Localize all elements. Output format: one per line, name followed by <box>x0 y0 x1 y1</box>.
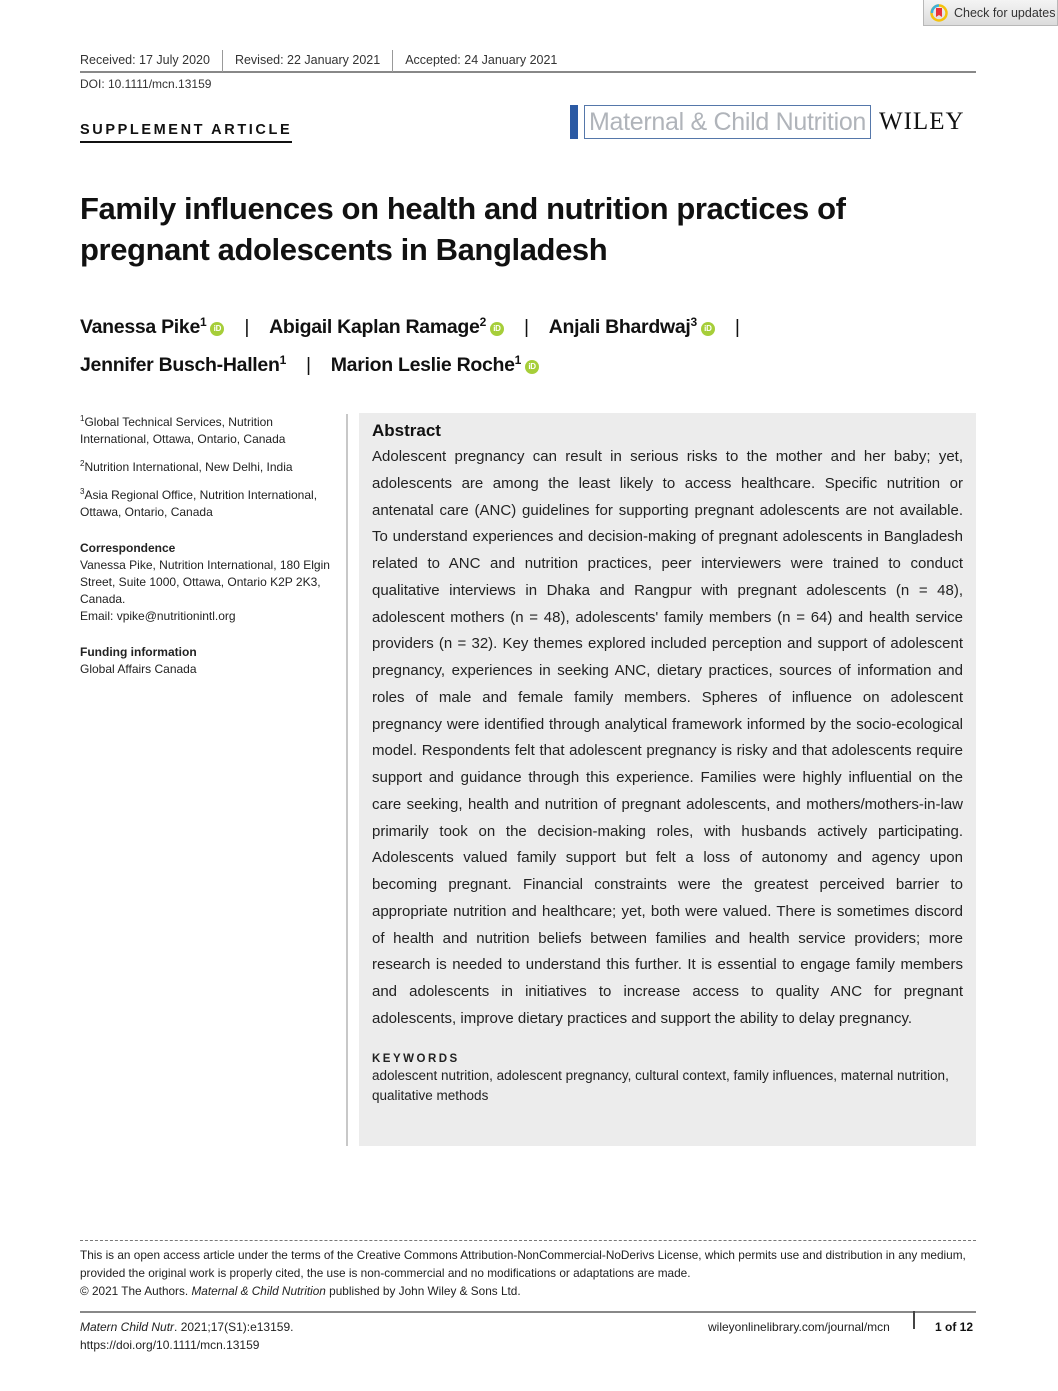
accepted-date: Accepted: 24 January 2021 <box>405 53 558 67</box>
check-for-updates-label: Check for updates <box>954 5 1056 20</box>
doi-link[interactable]: https://doi.org/10.1111/mcn.13159 <box>80 1338 260 1352</box>
abstract-box <box>359 413 976 1146</box>
correspondence-address: Vanessa Pike, Nutrition International, 180 Elgin Street, Suite 1000, Ottawa, Ontario K2P 2K3, Canada. <box>80 558 330 606</box>
keywords-heading: KEYWORDS <box>372 1052 460 1065</box>
funding-text: Global Affairs Canada <box>80 662 197 676</box>
article-type: SUPPLEMENT ARTICLE <box>80 122 292 143</box>
check-for-updates-button[interactable] <box>923 0 1058 26</box>
abstract-heading: Abstract <box>372 421 441 440</box>
license-text: This is an open access article under the terms of the Creative Commons Attribution-NonCommercial-NoDerivs License, which permits use and distribution in any medium, provided the original work is properly cited, the use is non-commercial and no modifications or adaptations are made. <box>80 1248 966 1280</box>
publisher-logo[interactable]: WILEY <box>879 108 965 135</box>
author-separator: | <box>305 354 311 376</box>
correspondence-email: Email: vpike@nutritionintl.org <box>80 609 236 623</box>
citation: Matern Child Nutr. 2021;17(S1):e13159. https://doi.org/10.1111/mcn.13159 <box>80 1320 294 1352</box>
correspondence-heading: Correspondence <box>80 541 176 555</box>
journal-name: Maternal & Child Nutrition <box>584 105 871 139</box>
article-sidebar <box>80 410 342 678</box>
article-title: Family influences on health and nutrition practices of pregnant adolescents in Bangladesh <box>80 191 846 267</box>
doi[interactable]: DOI: 10.1111/mcn.13159 <box>80 77 212 91</box>
author-separator: | <box>734 316 740 338</box>
license-notice <box>80 1246 976 1300</box>
author-separator: | <box>523 316 529 338</box>
email-link[interactable]: vpike@nutritionintl.org <box>116 609 236 623</box>
author[interactable]: Anjali Bhardwaj$^3$ iD <box>549 316 715 338</box>
author-list <box>80 306 980 382</box>
license-divider <box>80 1240 976 1241</box>
author[interactable]: Marion Leslie Roche$^1$ iD <box>331 354 539 376</box>
page-separator <box>913 1311 915 1329</box>
affiliation: $^1$Global Technical Services, Nutrition International, Ottawa, Ontario, Canada <box>80 414 286 446</box>
orcid-icon[interactable]: iD <box>210 322 224 336</box>
abstract-body: Adolescent pregnancy can result in serious risks to the mother and her baby; yet, adolescents are among the least likely to access healthcare. Specific nutrition or antenatal care (ANC) guidelines for supporting pregnant adolescents are not available. To understand experiences and decision-making of pregnant adolescents in Bangladesh related to ANC and nutrition practices, peer interviewers were trained to conduct qualitative interviews in Dhaka and Rangpur with pregnant adolescents (n = 48), adolescent mothers (n = 48), adolescents' family members (n = 64) and health service providers (n = 32). Key themes explored included perception and support of adolescent pregnancy, experiences in seeking ANC, dietary practices, sources of information and roles of male and female family members. Spheres of influence on adolescent pregnancy were identified through analytical framework informed by the socio-ecological model. Respondents felt that adolescent pregnancy is risky and that adolescents require support and guidance through this experience. Families were highly influential on the care seeking, health and nutrition of pregnant adolescents, and mothers/mothers-in-law primarily took on the decision-making roles, with husbands actively participating. Adolescents valued family support but felt a loss of autonomy and agency upon becoming pregnant. Financial constraints were the greatest perceived barrier to appropriate nutrition and healthcare; yet, both were valued. There is sometimes discord of health and nutrition beliefs between families and health service providers; more research is needed to understand this further. It is essential to engage family members and adolescents in initiatives to increase access to quality ANC for pregnant adolescents, improve dietary practices and support the ability to delay pregnancy. <box>372 448 963 1027</box>
author[interactable]: Vanessa Pike$^1$ iD <box>80 316 224 338</box>
orcid-icon[interactable]: iD <box>490 322 504 336</box>
received-date: Received: 17 July 2020 <box>80 50 223 72</box>
author[interactable]: Jennifer Busch-Hallen$^1$ <box>80 353 286 376</box>
journal-logo-bar <box>570 105 578 139</box>
orcid-icon[interactable]: iD <box>525 360 539 374</box>
journal-site-link[interactable]: wileyonlinelibrary.com/journal/mcn <box>708 1320 890 1334</box>
affiliation: $^2$Nutrition International, New Delhi, India <box>80 459 293 474</box>
column-divider <box>346 414 348 1146</box>
revised-date: Revised: 22 January 2021 <box>235 50 393 72</box>
affiliation: $^3$Asia Regional Office, Nutrition International, Ottawa, Ontario, Canada <box>80 487 318 519</box>
author-separator: | <box>244 316 250 338</box>
keywords: adolescent nutrition, adolescent pregnancy, cultural context, family influences, maternal nutrition, qualitative methods <box>372 1067 949 1103</box>
copyright: © 2021 The Authors. Maternal & Child Nutrition published by John Wiley & Sons Ltd. <box>80 1284 521 1298</box>
orcid-icon[interactable]: iD <box>701 322 715 336</box>
article-history <box>80 50 976 73</box>
journal-logo[interactable] <box>570 105 871 139</box>
funding-heading: Funding information <box>80 645 197 659</box>
footer-divider <box>80 1311 976 1313</box>
crossmark-icon <box>930 4 948 22</box>
page-number: 1 of 12 <box>935 1320 974 1334</box>
author[interactable]: Abigail Kaplan Ramage$^2$ iD <box>269 316 504 338</box>
